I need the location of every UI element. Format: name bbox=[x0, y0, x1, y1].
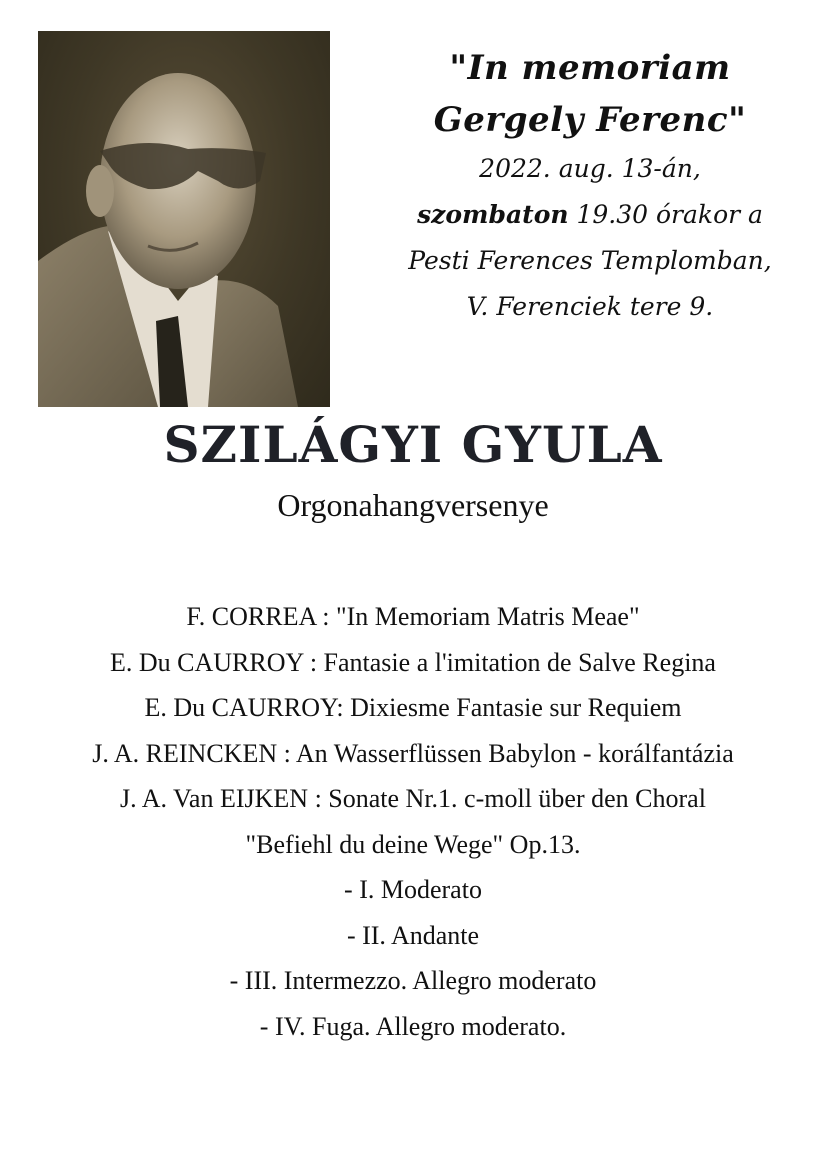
program-item: F. CORREA : "In Memoriam Matris Meae" bbox=[186, 602, 640, 631]
performer-name: SZILÁGYI GYULA bbox=[163, 415, 663, 474]
program-movement: - I. Moderato bbox=[344, 875, 482, 904]
program-movement: - IV. Fuga. Allegro moderato. bbox=[259, 1011, 567, 1041]
event-address: V. Ferenciek tere 9. bbox=[466, 292, 714, 321]
event-time bbox=[370, 192, 810, 238]
program-item: J. A. Van EIJKEN : Sonate Nr.1. c-moll über den Choral bbox=[120, 784, 706, 813]
program-item: "Befiehl du deine Wege" Op.13. bbox=[245, 829, 581, 859]
invitation-text bbox=[370, 42, 810, 330]
event-date: 2022. aug. 13-án, bbox=[479, 154, 701, 183]
program-list bbox=[0, 594, 826, 1049]
concert-subtitle: Orgonahangversenye bbox=[277, 487, 549, 523]
program-movement: - III. Intermezzo. Allegro moderato bbox=[229, 966, 597, 995]
invitation-title-line2: Gergely Ferenc" bbox=[433, 100, 747, 140]
portrait-illustration bbox=[38, 31, 330, 407]
portrait-photo bbox=[38, 31, 330, 407]
program-item: J. A. REINCKEN : An Wasserflüssen Babylon - korálfantázia bbox=[92, 738, 734, 768]
program-item: E. Du CAURROY: Dixiesme Fantasie sur Requiem bbox=[144, 693, 682, 722]
event-venue: Pesti Ferences Templomban, bbox=[408, 246, 772, 275]
invitation-title-line1: "In memoriam bbox=[449, 48, 731, 88]
event-day: szombaton bbox=[417, 200, 569, 229]
program-item: E. Du CAURROY : Fantasie a l'imitation de Salve Regina bbox=[110, 647, 716, 677]
program-movement: - II. Andante bbox=[346, 920, 480, 950]
event-time-text: 19.30 órakor a bbox=[568, 200, 763, 229]
